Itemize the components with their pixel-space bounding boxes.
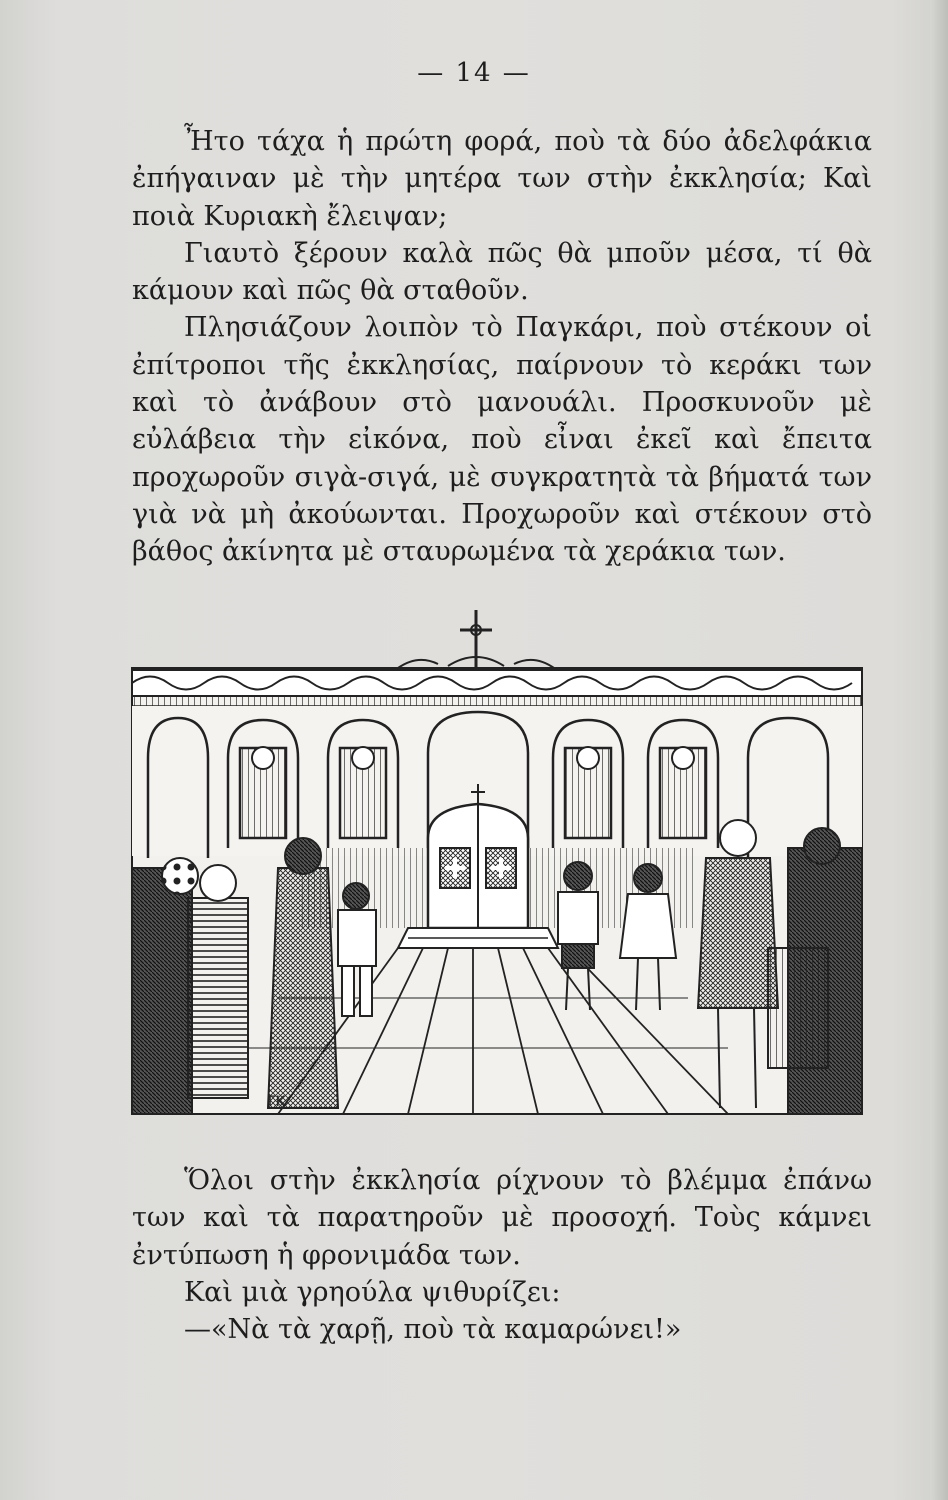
page-number: — 14 —	[417, 58, 531, 88]
paragraph-3: Πλησιάζουν λοιπὸν τὸ Παγκάρι, ποὺ στέκουν οἱ ἐπίτροποι τῆς ἐκκλησίας, παίρνουν τὸ κεράκι των καὶ τὸ ἀνάβουν στὸ μανουάλι. Προσκυνοῦν μὲ εὐλάβεια τὴν εἰκόνα, ποὺ εἶναι ἐκεῖ καὶ ἔπειτα προχωροῦν σιγὰ-σιγά, μὲ συγκρατητὰ τὰ βήματά των γιὰ νὰ μὴ ἀκούωνται. Προχωροῦν καὶ στέκουν στὸ βάθος ἀκίνητα μὲ σταυρωμένα τὰ χεράκια των.	[132, 312, 872, 568]
paragraph-5: Καὶ μιὰ γρηούλα ψιθυρίζει:	[184, 1276, 561, 1308]
paragraph-2: Γιαυτὸ ξέρουν καλὰ πῶς θὰ μποῦν μέσα, τί θὰ κάμουν καὶ πῶς θὰ σταθοῦν.	[132, 237, 872, 307]
top-text-block	[132, 123, 872, 571]
paragraph-1: Ἦτο τάχα ἡ πρώτη φορά, ποὺ τὰ δύο ἀδελφάκια ἐπήγαιναν μὲ τὴν μητέρα των στὴν ἐκκλησία; Καὶ ποιὰ Κυριακὴ ἔλειψαν;	[132, 126, 872, 232]
paragraph-6: —«Νὰ τὰ χαρῇ, ποὺ τὰ καμαρώνει!»	[184, 1314, 682, 1346]
church-interior-illustration	[128, 608, 868, 1118]
artist-monogram: ΓΚ	[268, 1094, 285, 1110]
bottom-text-block	[132, 1162, 872, 1348]
page-edge-shadow	[930, 0, 948, 1500]
cross-icon	[398, 610, 554, 668]
illustration-svg	[128, 608, 868, 1118]
paragraph-4: Ὅλοι στὴν ἐκκλησία ρίχνουν τὸ βλέμμα ἐπάνω των καὶ τὰ παρατηροῦν μὲ προσοχή. Τοὺς κάμνει ἐντύπωση ἡ φρονιμάδα των.	[132, 1165, 872, 1271]
